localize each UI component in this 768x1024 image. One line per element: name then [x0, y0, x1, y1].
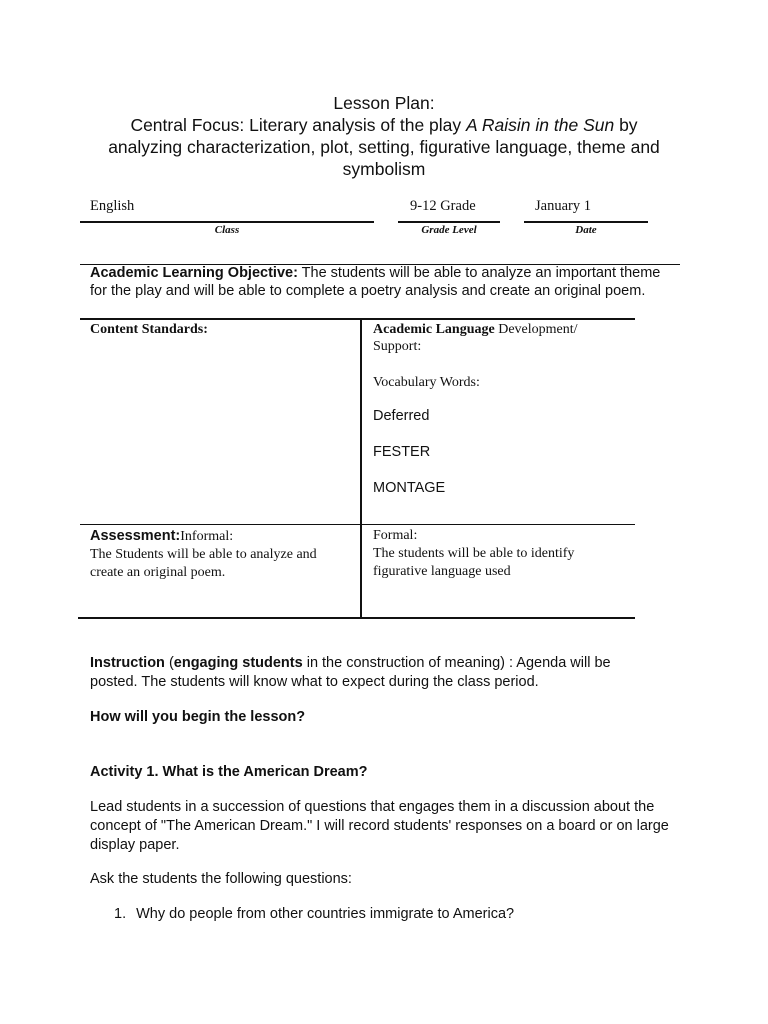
page-title: Lesson Plan: [333, 93, 435, 113]
activity-description: Lead students in a succession of questions that engages them in a discussion about the concept of "The American Dream." I will record students' responses on a board or on large display paper. [90, 799, 669, 853]
grade-value: 9-12 Grade [410, 198, 476, 214]
assessment-label: Assessment: [90, 528, 181, 544]
central-focus-line3: symbolism [342, 159, 426, 179]
vocab-word: MONTAGE [373, 480, 446, 496]
informal-text: The Students will be able to analyze and create an original poem. [90, 547, 317, 580]
academic-language-heading: Academic Language Development/ [373, 322, 578, 337]
instruction-paragraph: Instruction (engaging students in the construction of meaning) : Agenda will be posted. The students will know what to expect during the class period. [90, 655, 611, 690]
class-underline [80, 221, 374, 223]
central-focus-line2: analyzing characterization, plot, setting, figurative language, theme and [108, 137, 660, 157]
activity-heading: Activity 1. What is the American Dream? [90, 764, 368, 780]
class-label: Class [214, 224, 240, 236]
learning-objective [90, 264, 680, 300]
vocab-word: Deferred [373, 408, 430, 424]
table-bottom-rule [78, 617, 635, 619]
objective-label: Academic Learning Objective: [90, 265, 298, 281]
vocabulary-label: Vocabulary Words: [373, 375, 480, 390]
grade-underline [398, 221, 500, 223]
ask-students-text: Ask the students the following questions: [90, 871, 352, 887]
table-top-rule [80, 318, 635, 320]
play-title: A Raisin in the Sun [466, 115, 615, 135]
content-standards-label: Content Standards: [90, 322, 208, 337]
date-value: January 1 [535, 198, 591, 214]
central-focus-line1: Central Focus: Literary analysis of the play A Raisin in the Sun by [130, 115, 638, 135]
table-divider [360, 318, 362, 618]
vocab-word: FESTER [373, 444, 431, 460]
instruction-label: Instruction [90, 655, 165, 671]
question-text: Why do people from other countries immigrate to America? [136, 906, 515, 922]
support-label: Support: [373, 339, 422, 354]
list-item [114, 905, 714, 924]
assessment-formal [373, 527, 623, 581]
table-middle-rule [80, 524, 635, 525]
date-underline [524, 221, 648, 223]
date-label: Date [575, 224, 597, 236]
objective-text: The students will be able to analyze an important theme for the play and will be able to complete a poetry analysis and create an original poem. [90, 265, 661, 299]
formal-text: The students will be able to identify figurative language used [373, 546, 575, 579]
grade-label: Grade Level [421, 224, 477, 236]
class-value: English [90, 198, 135, 214]
begin-lesson-question: How will you begin the lesson? [90, 709, 306, 725]
title-block [80, 92, 688, 180]
list-number: 1. [114, 906, 127, 922]
formal-label: Formal: [373, 528, 418, 543]
assessment-informal: Assessment:Informal: The Students will be able to analyze and create an original poem. [90, 528, 317, 580]
